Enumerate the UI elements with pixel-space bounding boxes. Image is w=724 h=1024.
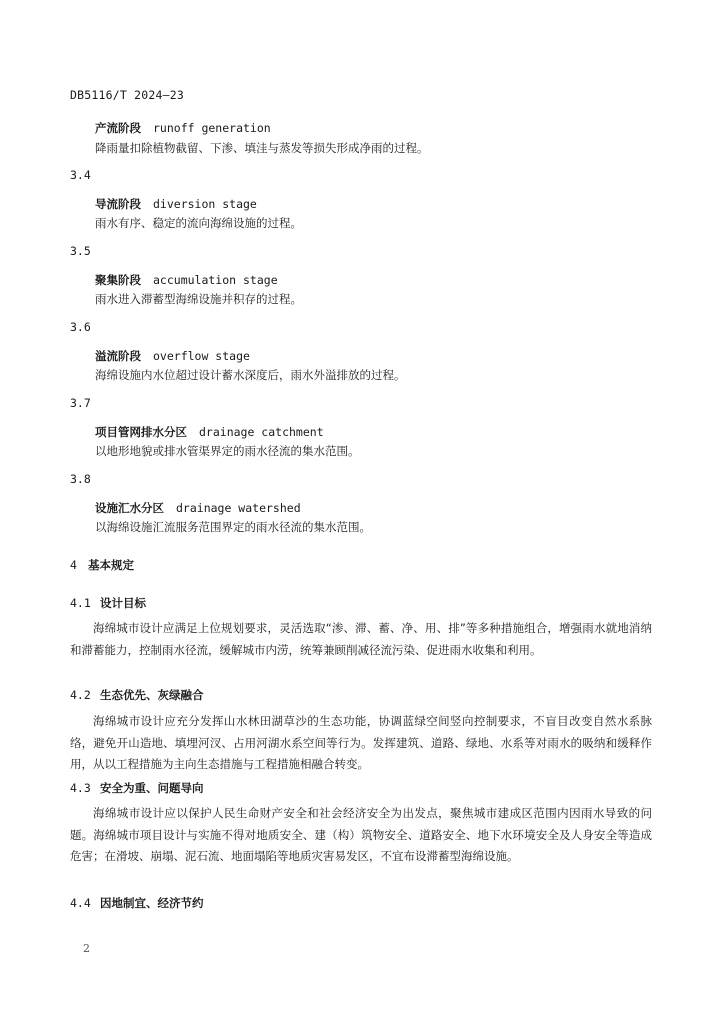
term-drainage-catchment [95,424,324,440]
term-label: 设施汇水分区 [95,501,164,515]
term-number: 3.5 [70,244,91,258]
term-label: 导流阶段 [95,197,141,211]
term-english: accumulation stage [153,273,278,287]
term-english: runoff generation [153,121,271,135]
section-title: 安全为重、问题导向 [100,781,204,795]
term-english: overflow stage [153,349,250,363]
term-number: 3.6 [70,320,91,334]
term-definition: 雨水有序、稳定的流向海绵设施的过程。 [95,216,302,230]
term-definition: 以地形地貌或排水管渠界定的雨水径流的集水范围。 [95,444,360,458]
section-paragraph-4-3: 海绵城市设计应以保护人民生命财产安全和社会经济安全为出发点，聚焦城市建成区范围内因雨水导致的问题。海绵城市项目设计与实施不得对地质安全、建（构）筑物安全、道路安全、地下水环境安全及人身安全等造成危害；在滑坡、崩塌、泥石流、地面塌陷等地质灾害易发区，不宜布设滞蓄型海绵设施。 [70,806,652,863]
term-label: 项目管网排水分区 [95,425,187,439]
chapter-heading [70,557,134,573]
section-title: 因地制宜、经济节约 [100,896,204,910]
term-definition: 雨水进入滞蓄型海绵设施并积存的过程。 [95,292,302,306]
section-number: 4.2 [70,688,91,702]
section-number: 4.4 [70,896,91,910]
page-number: 2 [83,942,90,955]
section-heading-4-3 [70,780,204,796]
chapter-title: 基本规定 [88,558,134,572]
section-title: 设计目标 [100,596,146,610]
section-title: 生态优先、灰绿融合 [100,688,204,702]
term-english: drainage watershed [176,501,301,515]
term-overflow-stage [95,348,250,364]
section-number: 4.1 [70,596,91,610]
term-drainage-watershed [95,500,301,516]
chapter-number: 4 [70,558,77,572]
section-paragraph-4-1: 海绵城市设计应满足上位规划要求，灵活选取“渗、滞、蓄、净、用、排”等多种措施组合，增强雨水就地消纳和滞蓄能力，控制雨水径流，缓解城市内涝，统筹兼顾削减径流污染、促进雨水收集和利用。 [70,621,652,657]
term-diversion-stage [95,196,257,212]
section-paragraph-4-2: 海绵城市设计应充分发挥山水林田湖草沙的生态功能，协调蓝绿空间竖向控制要求，不盲目改变自然水系脉络，避免开山造地、填埋河汊、占用河湖水系空间等行为。发挥建筑、道路、绿地、水系等对雨水的吸纳和缓释作用，从以工程措施为主向生态措施与工程措施相融合转变。 [70,714,652,771]
term-runoff-generation [95,120,271,136]
term-definition: 降雨量扣除植物截留、下渗、填洼与蒸发等损失形成净雨的过程。 [95,141,429,155]
term-english: diversion stage [153,197,257,211]
term-english: drainage catchment [199,425,324,439]
section-heading-4-4 [70,895,204,911]
term-number: 3.7 [70,396,91,410]
term-accumulation-stage [95,272,278,288]
section-heading-4-1 [70,595,146,611]
term-number: 3.4 [70,168,91,182]
section-number: 4.3 [70,781,91,795]
term-label: 溢流阶段 [95,349,141,363]
term-label: 产流阶段 [95,121,141,135]
term-number: 3.8 [70,472,91,486]
term-label: 聚集阶段 [95,273,141,287]
term-definition: 以海绵设施汇流服务范围界定的雨水径流的集水范围。 [95,520,371,534]
section-heading-4-2 [70,687,204,703]
term-definition: 海绵设施内水位超过设计蓄水深度后，雨水外溢排放的过程。 [95,368,406,382]
document-id-header: DB5116/T 2024—23 [70,88,184,102]
